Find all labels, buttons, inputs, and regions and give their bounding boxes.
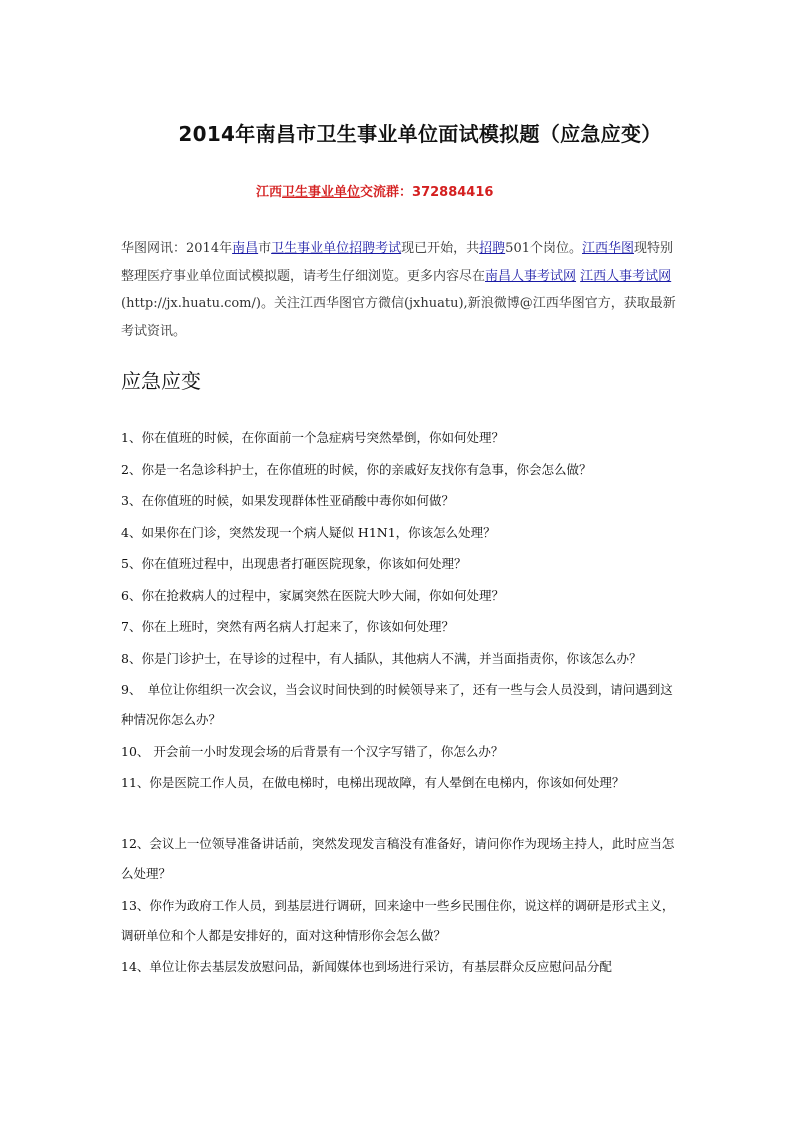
question-item: 9、 单位让你组织一次会议，当会议时间快到的时候领导来了，还有一些与会人员没到，请问遇到这种情况你怎么办？ xyxy=(121,682,673,727)
link-recruit[interactable]: 招聘 xyxy=(479,241,506,256)
question-item: 14、单位让你去基层发放慰问品，新闻媒体也到场进行采访，有基层群众反应慰问品分配 xyxy=(121,959,612,974)
question-item: 2、你是一名急诊科护士，在你值班的时候，你的亲戚好友找你有急事，你会怎么做？ xyxy=(121,461,592,477)
link-recruit-exam[interactable]: 卫生事业单位招聘考试 xyxy=(271,241,402,256)
intro-text: 市 xyxy=(258,241,272,256)
question-item: 11、你是医院工作人员，在做电梯时，电梯出现故障，有人晕倒在电梯内，你该如何处理？ xyxy=(121,775,625,790)
group-line-prefix: 江西 xyxy=(256,185,283,200)
exchange-group-line xyxy=(256,183,493,203)
intro-text: (http://jx.huatu.com/)。关注江西华图官方微信(jxhuatu),新浪微博@江西华图官方，获取最新考试资讯。 xyxy=(121,296,676,339)
question-list xyxy=(121,423,683,984)
question-item: 13、你作为政府工作人员，到基层进行调研，回来途中一些乡民围住你，说这样的调研是形式主义，调研单位和个人都是安排好的，面对这种情形你会怎么做？ xyxy=(121,897,675,943)
link-nanchang-personnel-exam[interactable]: 南昌人事考试网 xyxy=(485,268,577,284)
link-jiangxi-huatu[interactable]: 江西华图 xyxy=(582,241,635,256)
section-heading: 应急应变 xyxy=(121,369,201,393)
question-item: 1、你在值班的时候，在你面前一个急症病号突然晕倒，你如何处理？ xyxy=(121,430,504,445)
intro-text: 华图网讯：2014年 xyxy=(121,241,233,256)
question-item: 4、如果你在门诊，突然发现一个病人疑似 H1N1，你该怎么处理？ xyxy=(121,524,496,540)
question-item: 6、你在抢救病人的过程中，家属突然在医院大吵大闹，你如何处理？ xyxy=(121,587,504,603)
question-item: 10、 开会前一小时发现会场的后背景有一个汉字写错了，你怎么办？ xyxy=(121,743,504,759)
question-item: 5、你在值班过程中，出现患者打砸医院现象，你该如何处理？ xyxy=(121,556,467,571)
question-item: 3、在你值班的时候，如果发现群体性亚硝酸中毒你如何做？ xyxy=(121,493,454,508)
question-item: 8、你是门诊护士，在导诊的过程中，有人插队，其他病人不满，并当面指责你，你该怎么办？ xyxy=(121,650,642,666)
document-title: 2014年南昌市卫生事业单位面试模拟题（应急应变） xyxy=(178,122,662,146)
intro-paragraph xyxy=(121,235,681,345)
intro-text: 501个岗位。 xyxy=(505,241,582,256)
group-line-suffix: 交流群：372884416 xyxy=(360,185,494,200)
link-jiangxi-personnel-exam[interactable]: 江西人事考试网 xyxy=(580,268,672,284)
intro-text: 现已开始，共 xyxy=(401,241,480,256)
intro-text: 现特别整理医疗事业单位面试模拟题，请考生仔细浏览。更多内容尽在 xyxy=(121,241,674,284)
question-item: 7、你在上班时，突然有两名病人打起来了，你该如何处理？ xyxy=(121,619,454,634)
question-item: 12、会议上一位领导准备讲话前，突然发现发言稿没有准备好，请问你作为现场主持人，此时应当怎么处理？ xyxy=(121,836,675,881)
link-nanchang[interactable]: 南昌 xyxy=(232,241,259,256)
group-line-underlined: 卫生事业单位 xyxy=(282,185,361,200)
